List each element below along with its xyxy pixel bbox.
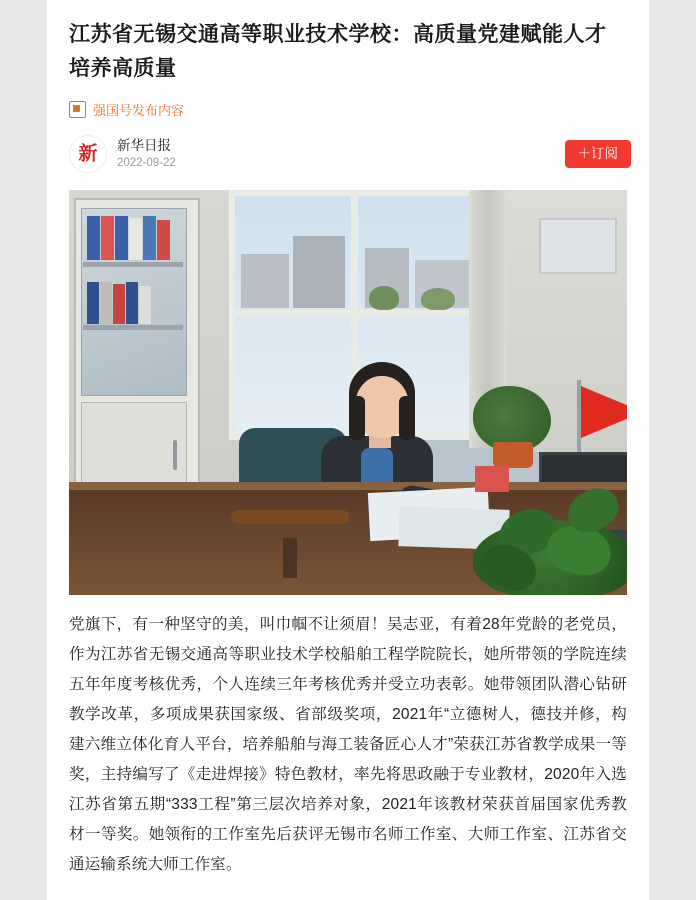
binder: [139, 286, 151, 324]
binder: [115, 216, 128, 260]
bookmark-icon: [69, 101, 86, 118]
binder: [143, 216, 156, 260]
subscribe-button[interactable]: ＋订阅: [565, 140, 632, 168]
article-card: [47, 0, 649, 900]
binder: [129, 218, 142, 260]
avatar-mark: 新: [78, 142, 98, 165]
binder: [126, 282, 138, 324]
cabinet-handle: [173, 440, 177, 470]
binder: [87, 282, 99, 324]
chair-armrest: [231, 510, 349, 524]
binder: [100, 282, 112, 324]
desk-object: [475, 466, 509, 492]
content-tag-label: 强国号发布内容: [93, 103, 185, 118]
cabinet-shelf: [83, 325, 183, 330]
hero-image-wrapper: [47, 173, 649, 595]
window-mullion: [229, 310, 479, 317]
binder: [87, 216, 100, 260]
binder: [157, 220, 170, 260]
avatar[interactable]: [69, 135, 107, 173]
flower-pot: [493, 442, 533, 468]
hero-image[interactable]: [69, 190, 627, 595]
binder: [101, 216, 114, 260]
article-body: 党旗下，有一种坚守的美，叫巾帼不让须眉！吴志亚，有着28年党龄的老党员，作为江苏省无锡交通高等职业技术学校船舶工程学院院长，她所带领的学院连续五年年度考核优秀，个人连续三年考核优秀并受立功表彰。她带领团队潜心钻研教学改革，多项成果获国家级、省部级奖项，2021年“立德树人，德技并修，构建六维立体化育人平台，培养船舶与海工装备匠心人才”荣获江苏省教学成果一等奖，主持编写了《走进焊接》特色教材，率先将思政融于专业教材，2020年入选江苏省第五期“333工程”第三层次培养对象，2021年该教材荣获首届国家优秀教材一等奖。她领衔的工作室先后获评无锡市名师工作室、大师工作室、江苏省交通运输系统大师工作室。: [69, 616, 627, 873]
content-tag[interactable]: [47, 86, 649, 119]
page-title: 江苏省无锡交通高等职业技术学校：高质量党建赋能人才培养高质量: [69, 23, 607, 80]
person-hair-side: [349, 396, 365, 440]
building: [241, 254, 289, 308]
person-hair-side: [399, 396, 415, 440]
source-info: [117, 137, 565, 171]
source-row: [47, 119, 649, 173]
building: [293, 236, 345, 308]
red-flag: [581, 386, 627, 438]
chair-leg: [283, 538, 297, 578]
cabinet-shelf: [83, 262, 183, 267]
source-name[interactable]: 新华日报: [117, 138, 171, 153]
publish-date: 2022-09-22: [117, 157, 176, 169]
tree: [369, 286, 399, 310]
binder: [113, 284, 125, 324]
wall-poster: [539, 218, 617, 274]
tree: [421, 288, 455, 310]
